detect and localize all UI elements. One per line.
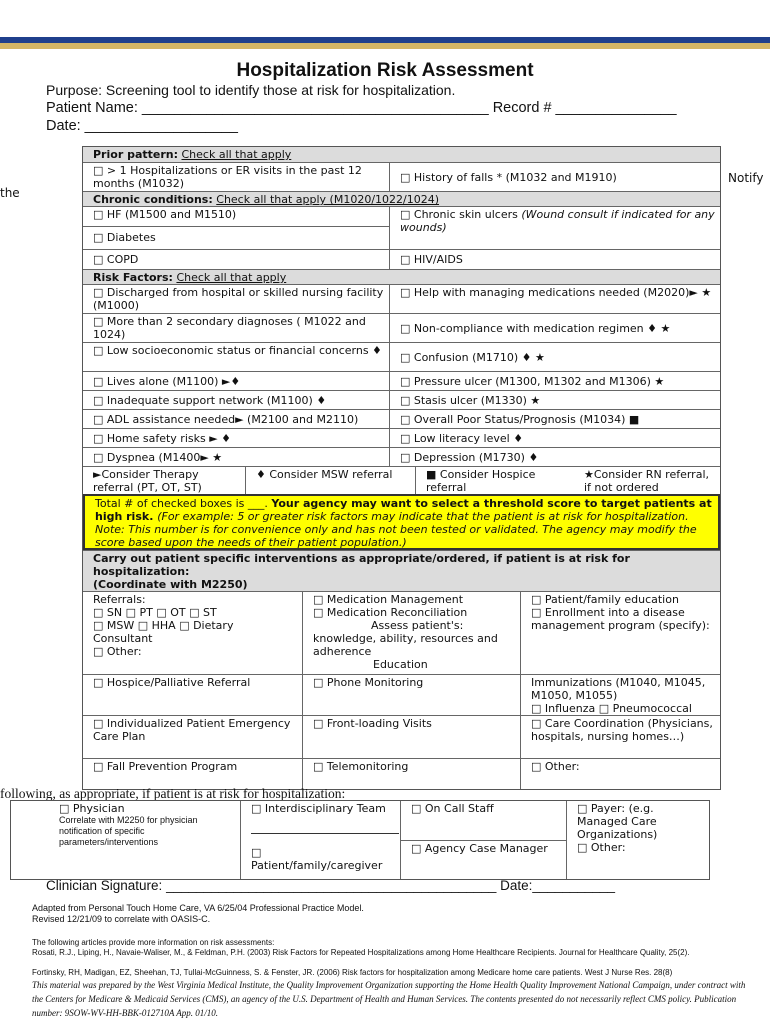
interventions-header: Carry out patient specific interventions as appropriate/ordered, if patient is at risk for hospitalization: [93,552,630,578]
enrollment-disease-program[interactable]: □ Enrollment into a disease management program (specify): [531,606,710,632]
header-bar-gold [0,43,770,49]
fall-prevention-program[interactable]: □ Fall Prevention Program [83,759,303,789]
reference-fortinsky: Fortinsky, RH, Madigan, EZ, Sheehan, TJ, Tullai-McGuinness, S. & Fenster, JR. (2006) Risk factors for hospitalization among Medicare home care patients. West J Nurse Res. 28(8) [32,968,673,977]
notify-table: □ Physician Correlate with M2250 for physician notification of specific parameters/interventions □ Interdisciplinary Team □ Patient/family/caregiver □ On Call Staff □ Agency Case Manager □ Payer: (e.g. Managed Care Organizations) □ Other: [10,800,710,880]
checkbox-risk[interactable]: □ Low literacy level ♦ [400,431,524,445]
prior-pattern-label: Prior pattern: [93,148,178,161]
influenza-pneumococcal[interactable]: □ Influenza □ Pneumococcal [531,702,692,715]
checkbox-risk[interactable]: □ Inadequate support network (M1100) ♦ [83,391,390,409]
on-call-staff-checkbox[interactable]: □ On Call Staff [401,801,566,841]
chronic-check: Check all that apply (M1020/1022/1024) [216,193,440,206]
total-example: (For example: 5 or greater risk factors may indicate that the patient is at risk for hospitalization. Note: This number is for convenience only and has not been tested or validated. The agency may modify the score based upon the needs of their patient population.) [95,510,697,549]
checkbox-copd[interactable]: □ COPD [83,250,390,269]
checkbox-risk[interactable]: □ Home safety risks ► ♦ [83,429,390,447]
emergency-care-plan[interactable]: □ Individualized Patient Emergency Care Plan [83,716,303,758]
chronic-label: Chronic conditions: [93,193,213,206]
front-loading-visits[interactable]: □ Front-loading Visits [303,716,521,758]
checkbox-risk[interactable]: □ Low socioeconomic status or financial concerns ♦ [83,343,390,371]
checkbox-risk[interactable]: □ Depression (M1730) ♦ [400,450,539,464]
medication-reconciliation[interactable]: □ Medication Reconciliation [313,606,468,619]
checkbox-risk[interactable]: □ ADL assistance needed► (M2100 and M2110) [83,410,390,428]
patient-family-caregiver[interactable]: Patient/family/caregiver [251,859,383,872]
checkbox-risk[interactable]: □ Help with managing medications needed (M2020)► ★ [400,286,712,299]
checkbox-chronic-skin [390,207,720,249]
idt-blank-line[interactable] [251,833,399,834]
checkbox-risk[interactable]: □ Stasis ulcer (M1330) ★ [400,393,541,407]
notify-other-checkbox[interactable]: □ Other: [577,841,626,854]
education: Education [373,658,428,671]
prior-pattern-check: Check all that apply [181,148,292,161]
interventions-other[interactable]: □ Other: [531,760,580,773]
page-title: Hospitalization Risk Assessment [236,60,534,81]
checkbox-risk[interactable]: □ Dyspnea (M1400► ★ [83,448,390,466]
payer-checkbox[interactable]: □ Payer: (e.g. Managed Care Organizations) [577,802,658,841]
total-count[interactable]: Total # of checked boxes is ___. [95,497,272,510]
referrals-label: Referrals: [93,593,146,606]
care-coordination[interactable]: □ Care Coordination (Physicians, hospitals, nursing homes…) [531,717,713,743]
risk-check: Check all that apply [176,271,287,284]
legend-rn: ★Consider RN referral, if not ordered [584,468,710,494]
referrals-other[interactable]: □ Other: [93,645,142,658]
agency-case-manager-checkbox[interactable]: □ Agency Case Manager [411,842,548,855]
refs-intro: The following articles provide more information on risk assessments: [32,938,275,947]
physician-checkbox[interactable]: □ Physician [59,802,125,815]
total-box [85,496,718,548]
checkbox-risk[interactable]: □ Pressure ulcer (M1300, M1302 and M1306) ★ [400,374,665,388]
phone-monitoring[interactable]: □ Phone Monitoring [303,675,521,715]
date-line[interactable]: Date: ___________________ [46,118,238,134]
legend-therapy: ►Consider Therapy referral (PT, OT, ST) [83,467,246,494]
patient-family-education[interactable]: □ Patient/family education [531,593,679,606]
interdisciplinary-team-checkbox[interactable]: □ Interdisciplinary Team [251,802,386,815]
adapted-note: Adapted from Personal Touch Home Care, VA 6/25/04 Professional Practice Model. [32,903,364,913]
interventions-coordinate: (Coordinate with M2250) [93,578,248,591]
hospice-palliative-referral[interactable]: □ Hospice/Palliative Referral [83,675,303,715]
referrals-sn-pt-ot-st[interactable]: □ SN □ PT □ OT □ ST [93,606,217,619]
total-threshold: Your agency may want to select a threshold score to target patients at high risk. [95,497,712,523]
checkbox-risk[interactable]: □ Non-compliance with medication regimen ♦ ★ [400,321,671,335]
telemonitoring[interactable]: □ Telemonitoring [303,759,521,789]
risk-table [82,146,721,790]
checkbox-risk[interactable]: □ Overall Poor Status/Prognosis (M1034) ■ [400,412,640,426]
medication-management[interactable]: □ Medication Management [313,593,464,606]
checkbox-hiv[interactable]: □ HIV/AIDS [400,253,463,266]
immunizations: Immunizations (M1040, M1045, M1050, M1055) [531,676,706,702]
cutoff-text-left: the [0,186,20,200]
purpose-text: Purpose: Screening tool to identify those at risk for hospitalization. [46,82,456,98]
checkbox-hospitalizations[interactable]: □ > 1 Hospitalizations or ER visits in the past 12 months (M1032) [83,163,390,191]
legend-msw: ♦ Consider MSW referral [246,467,416,494]
physician-note: Correlate with M2250 for physician notification of specific parameters/interventions [59,815,198,847]
footer-disclaimer: This material was prepared by the West Virginia Medical Institute, the Quality Improvement Organization supporting the Home Health Quality Improvement National Campaign, under contract with the Centers for Medicare & Medicaid Services (CMS), an agency of the U.S. Department of Health and Human Services. The contents presented do not necessarily reflect CMS policy. Publication number: 9SOW-WV-HH-BBK-012710A App. 01/10. [32,980,746,1018]
referrals-msw-hha-dietary[interactable]: □ MSW □ HHA □ Dietary [93,619,234,632]
clinician-signature-line[interactable]: Clinician Signature: ____________________________________________ Date:___________ [46,878,616,893]
checkbox-hf[interactable]: □ HF (M1500 and M1510) [83,207,389,227]
assess-knowledge: knowledge, ability, resources and adherence [313,632,498,658]
legend-hospice: ■ Consider Hospice referral [426,468,536,494]
assess-patient: Assess patient's: [371,619,464,632]
checkbox-risk[interactable]: □ More than 2 secondary diagnoses ( M1022 and 1024) [83,314,390,342]
checkbox-risk[interactable]: □ Discharged from hospital or skilled nursing facility (M1000) [83,285,390,313]
chronic-skin-note: (Wound consult if indicated for any wounds) [400,208,715,234]
checkbox-risk[interactable]: □ Lives alone (M1100) ►♦ [83,372,390,390]
checkbox-diabetes[interactable]: □ Diabetes [93,231,156,244]
checkbox-risk[interactable]: □ Confusion (M1710) ♦ ★ [400,350,545,364]
checkbox-history-falls[interactable]: □ History of falls * (M1032 and M1910) [400,170,617,184]
patient-name-line[interactable]: Patient Name: ___________________________________________ Record # _______________ [46,100,677,116]
chronic-skin-label[interactable]: □ Chronic skin ulcers [400,208,522,221]
cutoff-text-right: Notify [728,171,764,185]
revised-note: Revised 12/21/09 to correlate with OASIS-C. [32,914,211,924]
following-heading: following, as appropriate, if patient is at risk for hospitalization: [0,786,346,801]
referrals-consultant: Consultant [93,632,153,645]
risk-label: Risk Factors: [93,271,173,284]
reference-rosati: Rosati, R.J., Liping, H., Navaie-Waliser, M., & Feldman, P.H. (2003) Risk Factors for Repeated Hospitalizations among Home Healthcare Recipients. Journal for Healthcare Quality, 25(2). [32,948,690,957]
